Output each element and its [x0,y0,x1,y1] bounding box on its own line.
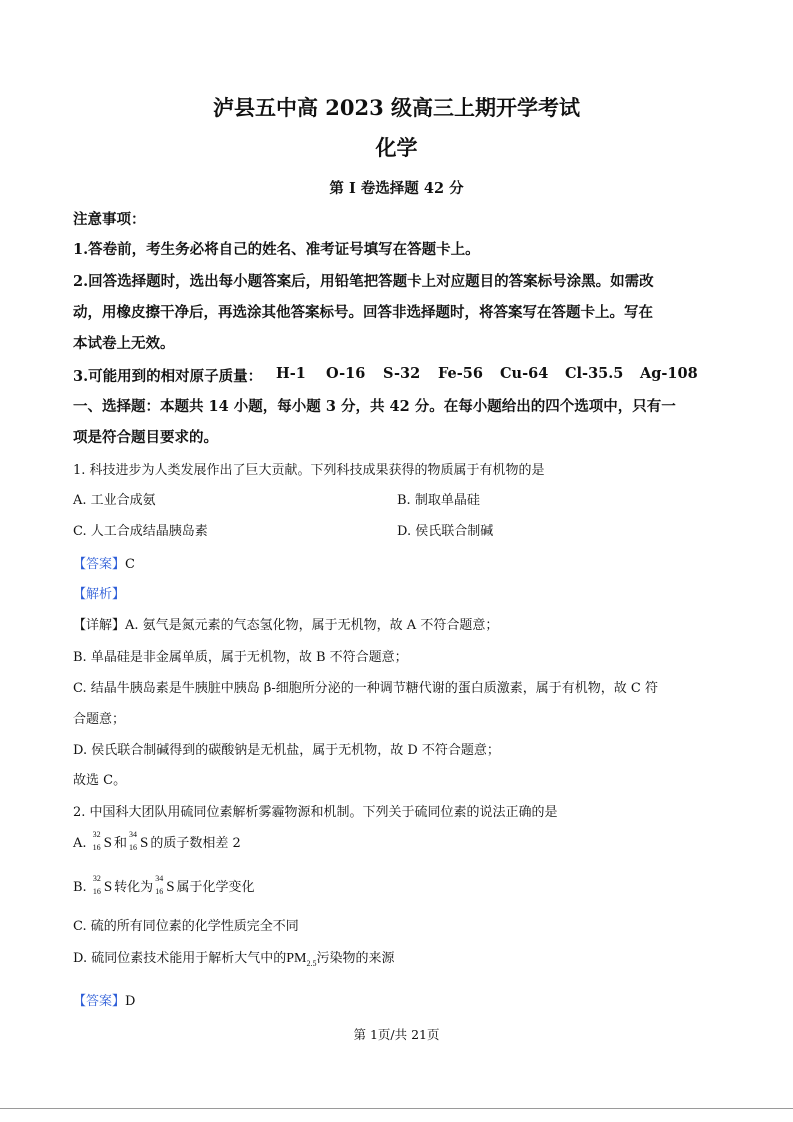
atomic-number: 16 [92,887,101,896]
mass-number: 34 [155,874,164,883]
q1-stem: 1. 科技进步为人类发展作出了巨大贡献。下列科技成果获得的物质属于有机物的是 [73,463,545,478]
mass-number: 34 [129,830,138,839]
q2-option-b-joiner: 转化为 [114,880,154,895]
pm-label: PM [286,951,307,966]
q1-option-b: B. 制取单晶硅 [397,493,480,508]
section-heading: 第 I 卷选择题 42 分 [329,180,464,197]
part1-instruction-line-1: 一、选择题：本题共 14 小题，每小题 3 分，共 42 分。在每小题给出的四个选项中，只有一 [73,398,676,415]
q2-option-b [73,876,255,896]
atomic-mass-cu: Cu-64 [500,365,549,382]
atomic-mass-ag: Ag-108 [640,365,698,382]
q1-detail-c-line-2: 合题意； [73,712,126,727]
mass-number: 32 [92,874,101,883]
answer-value: D [125,994,136,1009]
element-symbol: S [103,835,113,851]
notice-heading: 注意事项： [73,211,146,228]
notice-item-3 [73,365,262,386]
detail-tag: 【详解】 [73,618,126,633]
sulfur-32-isotope [92,874,113,896]
pm25-formula [286,951,316,966]
subject-title: 化学 [375,135,418,160]
notice-item-2-line-2: 动，用橡皮擦干净后，再选涂其他答案标号。回答非选择题时，将答案写在答题卡上。写在 [73,304,653,321]
element-symbol: S [103,879,113,895]
page-footer: 第 1页/共 21页 [353,1027,440,1042]
atomic-mass-label: 3.可能用到的相对原子质量： [73,368,263,385]
sulfur-34-isotope [129,830,149,852]
exam-title: 泸县五中高 2023 级高三上期开学考试 [212,95,581,120]
mass-number: 32 [92,830,101,839]
q1-detail-b: B. 单晶硅是非金属单质，属于无机物，故 B 不符合题意； [73,650,408,665]
q2-option-a-tail: 的质子数相差 2 [150,836,241,851]
q2-option-c: C. 硫的所有同位素的化学性质完全不同 [73,919,299,934]
q2-option-a-label: A. [73,836,87,851]
q1-option-c: C. 人工合成结晶胰岛素 [73,524,208,539]
answer-tag: 【答案】 [73,994,126,1009]
notice-item-2-line-3: 本试卷上无效。 [73,335,175,352]
q2-option-a [73,832,241,852]
atomic-mass-s: S-32 [383,365,421,382]
q2-option-d-tail: 污染物的来源 [316,951,395,966]
atomic-mass-fe: Fe-56 [438,365,483,382]
notice-item-1: 1.答卷前，考生务必将自己的姓名、准考证号填写在答题卡上。 [73,241,480,258]
sulfur-34-isotope [155,874,175,896]
q2-stem: 2. 中国科大团队用硫同位素解析雾霾物源和机制。下列关于硫同位素的说法正确的是 [73,805,558,820]
atomic-number: 16 [155,887,164,896]
q2-option-d-head: D. 硫同位素技术能用于解析大气中的 [73,951,287,966]
sulfur-32-isotope [92,830,113,852]
detail-a-text: A. 氨气是氮元素的气态氢化物，属于无机物，故 A 不符合题意； [125,618,499,633]
atomic-mass-cl: Cl-35.5 [565,365,624,382]
answer-value: C [125,557,135,572]
q1-answer [73,553,135,572]
q1-detail-c-line-1: C. 结晶牛胰岛素是牛胰脏中胰岛 β-细胞所分泌的一种调节糖代谢的蛋白质激素，属于有机物，故 C 符 [73,681,659,696]
q1-option-d: D. 侯氏联合制碱 [397,524,494,539]
atomic-number: 16 [92,843,101,852]
q2-option-b-label: B. [73,880,87,895]
q2-option-b-tail: 属于化学变化 [176,880,255,895]
q1-detail-a [73,614,498,633]
q1-option-a: A. 工业合成氨 [73,493,156,508]
page-bottom-divider [0,1108,793,1109]
pm-subscript: 2.5 [306,959,317,968]
atomic-mass-o: O-16 [326,365,366,382]
q1-conclusion: 故选 C。 [73,773,127,788]
part1-instruction-line-2: 项是符合题目要求的。 [73,429,218,446]
answer-tag: 【答案】 [73,557,126,572]
q1-analysis-tag: 【解析】 [73,587,126,602]
atomic-number: 16 [129,843,138,852]
q2-option-a-joiner: 和 [114,836,128,851]
q1-detail-d: D. 侯氏联合制碱得到的碳酸钠是无机盐，属于无机物，故 D 不符合题意； [73,743,500,758]
notice-item-2-line-1: 2.回答选择题时，选出每小题答案后，用铅笔把答题卡上对应题目的答案标号涂黑。如需改 [73,273,654,290]
atomic-mass-h: H-1 [276,365,306,382]
q2-answer [73,990,135,1009]
element-symbol: S [166,879,175,895]
element-symbol: S [140,835,149,851]
q2-option-d [73,947,394,967]
